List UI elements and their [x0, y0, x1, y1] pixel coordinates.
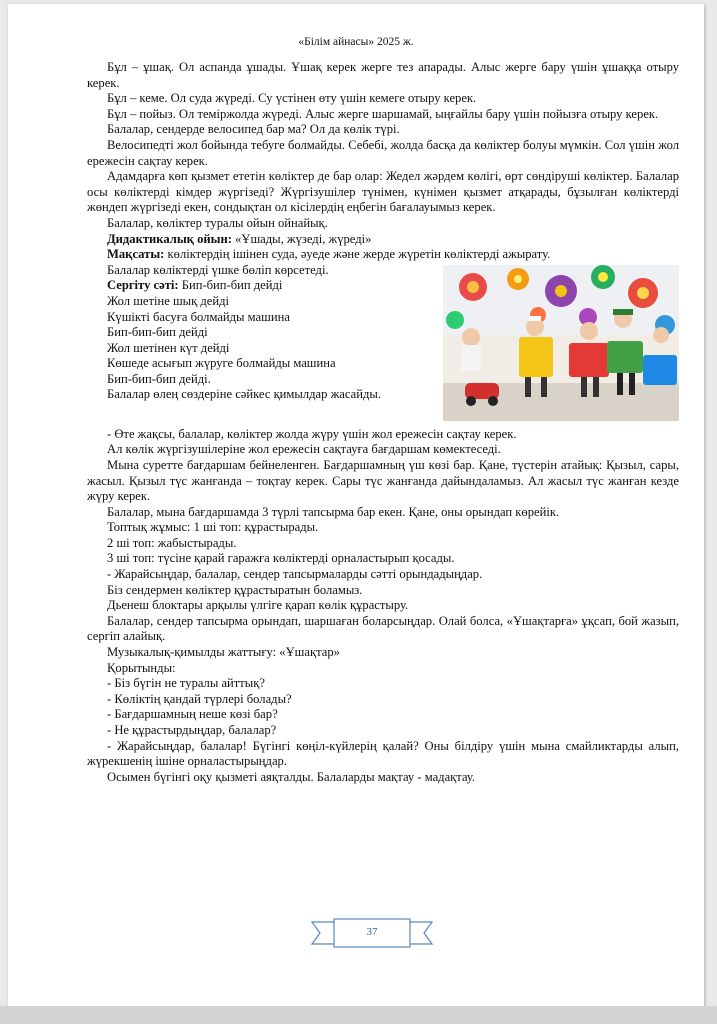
paragraph: Музыкалық-қимылды жаттығу: «Ұшақтар»	[107, 645, 340, 660]
poem-line: Көшеде асығып жүруге болмайды машина	[107, 356, 336, 371]
paragraph: Ал көлік жүргізушілеріне жол ережесін сақтауға бағдаршам көмектеседі.	[107, 442, 501, 457]
poem-line: Бип-бип-бип дейді.	[107, 371, 211, 386]
paragraph: - Біз бүгін не туралы айттық?	[107, 676, 265, 691]
paragraph: Бұл – пойыз. Ол теміржолда жүреді. Алыс жерге шаршамай, ыңғайлы бару үшін пойызға отыру керек.	[107, 106, 659, 121]
didactic-game-line	[87, 232, 679, 248]
paragraph: Балалар, мына бағдаршамда 3 түрлі тапсырма бар екен. Қане, оны орындап көрейік.	[107, 504, 560, 519]
paragraph: Топтық жұмыс: 1 ші топ: құрастырады.	[107, 520, 319, 535]
paragraph: - Өте жақсы, балалар, көліктер жолда жүру үшін жол ережесін сақтау керек.	[107, 426, 517, 441]
poem-line: Бип-бип-бип дейді	[107, 325, 208, 340]
didactic-game-title: «Ұшады, жүзеді, жүреді»	[231, 231, 372, 246]
paragraph: Біз сендермен көліктер құрастыратын боламыз.	[107, 582, 363, 597]
page-footer	[8, 917, 704, 953]
paragraph: - Жарайсыңдар, балалар! Бүгінгі көңіл-күйлерің қалай? Оны білдіру үшін мына смайликтарды алып, жүрекшенің ішіне орналастырыңдар.	[87, 738, 679, 769]
goal-label: Мақсаты:	[107, 247, 165, 262]
paragraph: - Жарайсыңдар, балалар, сендер тапсырмаларды сәтті орындадыңдар.	[107, 567, 483, 582]
children-cars-photo	[443, 265, 679, 421]
page-edge-shadow	[0, 1006, 717, 1024]
split-instruction: Балалар көліктерді үшке бөліп көрсетеді.	[107, 262, 329, 277]
paragraph: Қорытынды:	[107, 660, 176, 675]
warmup-text: Бип-бип-бип дейді	[178, 278, 283, 293]
goal-line	[87, 247, 679, 263]
warmup-label: Сергіту сәті:	[107, 278, 179, 293]
paragraph: Балалар, сендер тапсырма орындап, шаршаған боларсыңдар. Олай болса, «Ұшақтарға» ұқсап, бой жазып, сергіп алайық.	[87, 613, 679, 644]
document-page	[8, 4, 704, 1010]
poem-line: Жол шетінен күт дейді	[107, 340, 230, 355]
didactic-game-label: Дидактикалық ойын:	[107, 231, 232, 246]
paragraph: - Бағдаршамның неше көзі бар?	[107, 707, 278, 722]
paragraph: Балалар, көліктер туралы ойын ойнайық.	[107, 215, 328, 230]
paragraph: - Көліктің қандай түрлері болады?	[107, 691, 292, 706]
poem-line: Күшікті басуға болмайды машина	[107, 309, 290, 324]
paragraph: Адамдарға көп қызмет ететін көліктер де бар олар: Жедел жәрдем көлігі, өрт сөндіруші көліктер. Балалар осы көліктерді кімдер жүргізеді? Жүргізушілер түнімен, күнімен қызмет атқарады, бұзылған көліктерді жөндеп жүргізеді екен, сондықтан ол кісілердің еңбегін бағалауымыз керек.	[87, 169, 679, 215]
poem-line: Жол шетіне шық дейді	[107, 293, 230, 308]
paragraph: Осымен бүгінгі оқу қызметі аяқталды. Балаларды мақтау - мадақтау.	[107, 769, 476, 784]
paragraph: - Не құрастырдыңдар, балалар?	[107, 723, 277, 737]
page-number: 37	[366, 926, 378, 938]
goal-text: көліктердің ішінен суда, әуеде және жерде жүретін көліктерді ажырату.	[164, 247, 551, 262]
paragraph: 3 ші топ: түсіне қарай гаражға көліктерді орналастырып қосады.	[107, 551, 455, 566]
paragraph: Балалар, сендерде велосипед бар ма? Ол да көлік түрі.	[107, 122, 400, 137]
photo-container	[443, 265, 679, 425]
page-body	[87, 60, 679, 785]
paragraph: Велосипедті жол бойында тебуге болмайды. Себебі, жолда басқа да көліктер болуы мүмкін. Сол үшін жол ережесін сақтау керек.	[87, 137, 679, 168]
paragraph: Бұл – ұшақ. Ол аспанда ұшады. Ұшақ керек жерге тез апарады. Алыс жерге бару үшін ұшаққа отыру керек.	[87, 60, 679, 90]
movement-line: Балалар өлең сөздеріне сәйкес қимылдар жасайды.	[107, 387, 381, 402]
paragraph: Бұл – кеме. Ол суда жүреді. Су үстінен өту үшін кемеге отыру керек.	[107, 91, 477, 106]
paragraph: Дьенеш блоктары арқылы үлгіге қарап көлік құрастыру.	[107, 598, 409, 613]
paragraph: Мына суретте бағдаршам бейнеленген. Бағдаршамның үш көзі бар. Қане, түстерін атайық: Қызыл, сары, жасыл. Қызыл түс жанғанда – тоқтау керек. Сары түс жанғанда дайындаламыз. Ал жасыл түс жанған кезде жүру керек.	[87, 457, 679, 504]
paragraph: 2 ші топ: жабыстырады.	[107, 535, 237, 550]
journal-header: «Білім айнасы» 2025 ж.	[298, 36, 414, 48]
